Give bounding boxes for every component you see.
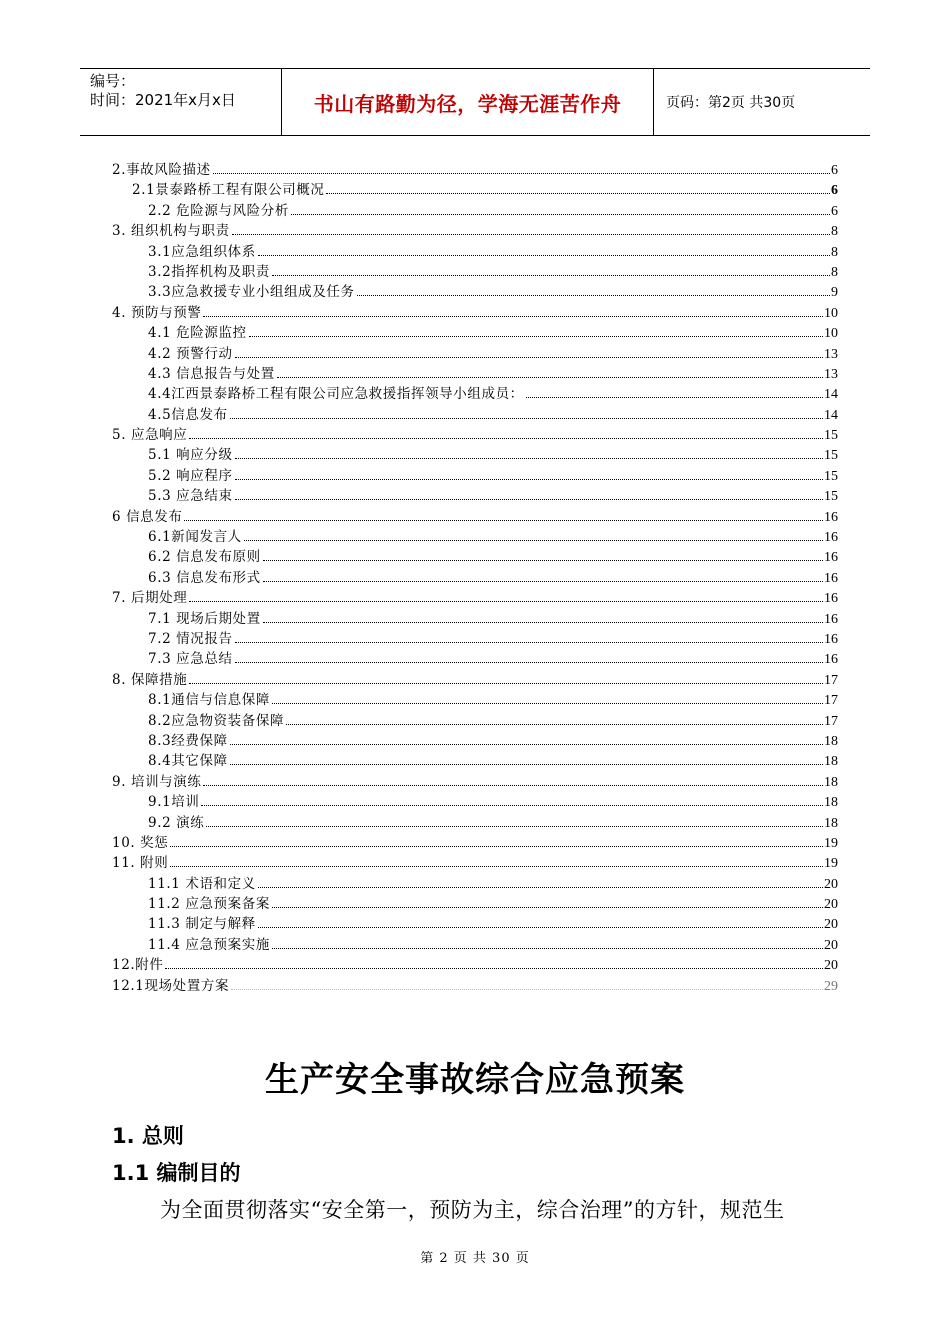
toc-dot-leader bbox=[201, 804, 823, 806]
toc-entry-title: 8.1通信与信息保障 bbox=[148, 692, 270, 709]
toc-entry-page: 10 bbox=[824, 326, 838, 342]
toc-entry-title: 8.4其它保障 bbox=[148, 753, 228, 770]
toc-entry-page: 19 bbox=[824, 856, 838, 872]
toc-entry[interactable] bbox=[112, 974, 838, 994]
toc-entry-title: 6.1新闻发言人 bbox=[148, 529, 242, 546]
toc-entry[interactable] bbox=[112, 301, 838, 321]
toc-entry-title: 4.1 危险源监控 bbox=[148, 325, 247, 342]
toc-entry-title: 3.2指挥机构及职责 bbox=[148, 263, 270, 280]
toc-entry[interactable] bbox=[112, 525, 838, 545]
header-motto: 书山有路勤为径，学海无涯苦作舟 bbox=[282, 69, 654, 135]
toc-dot-leader bbox=[258, 254, 830, 256]
table-of-contents bbox=[112, 158, 838, 994]
toc-entry-title: 4.4江西景泰路桥工程有限公司应急救援指挥领导小组成员： bbox=[148, 386, 524, 403]
toc-entry[interactable] bbox=[112, 484, 838, 504]
toc-dot-leader bbox=[272, 274, 830, 276]
toc-entry-title: 6 信息发布 bbox=[112, 508, 183, 525]
toc-entry-title: 11. 附则 bbox=[112, 855, 169, 872]
toc-entry-page: 13 bbox=[824, 346, 838, 362]
toc-entry-page: 20 bbox=[824, 937, 838, 953]
toc-dot-leader bbox=[203, 784, 823, 786]
toc-entry-title: 9. 培训与演练 bbox=[112, 773, 202, 790]
toc-entry-page: 15 bbox=[824, 428, 838, 444]
toc-entry-title: 8. 保障措施 bbox=[112, 671, 188, 688]
toc-dot-leader bbox=[170, 865, 823, 867]
toc-entry[interactable] bbox=[112, 770, 838, 790]
toc-dot-leader bbox=[213, 172, 830, 174]
toc-entry[interactable] bbox=[112, 607, 838, 627]
toc-entry[interactable] bbox=[112, 566, 838, 586]
toc-entry[interactable] bbox=[112, 872, 838, 892]
toc-dot-leader bbox=[235, 661, 823, 663]
toc-entry[interactable] bbox=[112, 953, 838, 973]
toc-entry-title: 7. 后期处理 bbox=[112, 590, 188, 607]
body-paragraph: 为全面贯彻落实“安全第一，预防为主，综合治理”的方针，规范生 bbox=[160, 1198, 785, 1222]
toc-entry-page: 16 bbox=[824, 530, 838, 546]
toc-entry-title: 11.2 应急预案备案 bbox=[148, 896, 270, 913]
toc-entry-page: 8 bbox=[831, 244, 838, 260]
toc-entry[interactable] bbox=[112, 178, 838, 198]
toc-entry[interactable] bbox=[112, 382, 838, 402]
toc-entry-title: 11.4 应急预案实施 bbox=[148, 936, 270, 953]
toc-entry[interactable] bbox=[112, 851, 838, 871]
page-footer: 第 2 页 共 30 页 bbox=[420, 1251, 530, 1266]
toc-entry-page: 16 bbox=[824, 550, 838, 566]
toc-entry-title: 3. 组织机构与职责 bbox=[112, 223, 230, 240]
toc-entry[interactable] bbox=[112, 260, 838, 280]
toc-entry-page: 18 bbox=[824, 815, 838, 831]
toc-dot-leader bbox=[230, 743, 823, 745]
toc-entry-title: 9.2 演练 bbox=[148, 814, 205, 831]
toc-entry-page: 17 bbox=[824, 672, 838, 688]
toc-entry-title: 6.3 信息发布形式 bbox=[148, 569, 261, 586]
toc-entry-page: 15 bbox=[824, 489, 838, 505]
toc-dot-leader bbox=[249, 335, 823, 337]
toc-dot-leader bbox=[230, 417, 823, 419]
toc-entry-page: 20 bbox=[824, 897, 838, 913]
toc-entry[interactable] bbox=[112, 443, 838, 463]
toc-entry-title: 7.3 应急总结 bbox=[148, 651, 233, 668]
toc-entry[interactable] bbox=[112, 831, 838, 851]
toc-dot-leader bbox=[235, 356, 823, 358]
toc-dot-leader bbox=[272, 702, 823, 704]
toc-entry-title: 11.1 术语和定义 bbox=[148, 875, 256, 892]
toc-dot-leader bbox=[189, 600, 823, 602]
toc-entry[interactable] bbox=[112, 790, 838, 810]
toc-entry-title: 8.2应急物资装备保障 bbox=[148, 712, 285, 729]
toc-entry-title: 4. 预防与预警 bbox=[112, 304, 202, 321]
toc-entry[interactable] bbox=[112, 464, 838, 484]
toc-entry-page: 6 bbox=[831, 203, 838, 219]
toc-entry-page: 18 bbox=[824, 733, 838, 749]
toc-entry[interactable] bbox=[112, 912, 838, 932]
header-page-info: 页码：第2页 共30页 bbox=[666, 95, 796, 111]
toc-entry-title: 5. 应急响应 bbox=[112, 427, 188, 444]
toc-entry-page: 20 bbox=[824, 876, 838, 892]
toc-entry-page: 8 bbox=[831, 224, 838, 240]
subsection-heading: 1.1 编制目的 bbox=[112, 1161, 241, 1185]
toc-entry[interactable] bbox=[112, 709, 838, 729]
toc-entry-title: 9.1培训 bbox=[148, 794, 200, 811]
toc-entry-page: 16 bbox=[824, 611, 838, 627]
toc-entry[interactable] bbox=[112, 647, 838, 667]
toc-dot-leader bbox=[235, 457, 823, 459]
toc-entry-page: 16 bbox=[824, 631, 838, 647]
document-title: 生产安全事故综合应急预案 bbox=[265, 1060, 685, 1100]
toc-dot-leader bbox=[263, 559, 823, 561]
toc-entry[interactable] bbox=[112, 199, 838, 219]
toc-entry-page: 15 bbox=[824, 468, 838, 484]
toc-dot-leader bbox=[235, 478, 823, 480]
toc-entry-page: 8 bbox=[831, 264, 838, 280]
toc-entry-page: 9 bbox=[831, 285, 838, 301]
toc-entry-title: 7.2 情况报告 bbox=[148, 630, 233, 647]
toc-dot-leader bbox=[357, 294, 830, 296]
toc-entry[interactable] bbox=[112, 219, 838, 239]
toc-dot-leader bbox=[203, 315, 823, 317]
toc-entry-page: 19 bbox=[824, 835, 838, 851]
toc-entry-page: 15 bbox=[824, 448, 838, 464]
toc-entry-page: 14 bbox=[824, 387, 838, 403]
toc-entry-page: 20 bbox=[824, 958, 838, 974]
toc-dot-leader bbox=[272, 906, 823, 908]
toc-entry-title: 6.2 信息发布原则 bbox=[148, 549, 261, 566]
toc-entry-title: 10. 奖惩 bbox=[112, 834, 169, 851]
header-number-label: 编号： bbox=[90, 72, 136, 90]
header-meta bbox=[80, 69, 282, 135]
toc-entry-title: 12.附件 bbox=[112, 957, 164, 974]
toc-entry[interactable] bbox=[112, 668, 838, 688]
toc-entry-title: 2.1景泰路桥工程有限公司概况 bbox=[132, 182, 325, 199]
toc-entry[interactable] bbox=[112, 749, 838, 769]
toc-dot-leader bbox=[258, 886, 823, 888]
toc-entry[interactable] bbox=[112, 688, 838, 708]
toc-dot-leader bbox=[244, 539, 823, 541]
toc-dot-leader bbox=[263, 580, 823, 582]
toc-entry-title: 3.3应急救援专业小组组成及任务 bbox=[148, 284, 355, 301]
section-heading: 1. 总则 bbox=[112, 1124, 184, 1148]
toc-entry[interactable] bbox=[112, 423, 838, 443]
toc-entry[interactable] bbox=[112, 362, 838, 382]
toc-dot-leader bbox=[286, 723, 823, 725]
toc-entry-title: 5.3 应急结束 bbox=[148, 488, 233, 505]
header-time-label: 时间：2021年x月x日 bbox=[90, 91, 236, 109]
toc-entry[interactable] bbox=[112, 158, 838, 178]
toc-entry-title: 8.3经费保障 bbox=[148, 732, 228, 749]
toc-dot-leader bbox=[235, 498, 823, 500]
page-header bbox=[80, 68, 870, 136]
toc-dot-leader bbox=[170, 845, 823, 847]
toc-entry[interactable] bbox=[112, 729, 838, 749]
toc-entry[interactable] bbox=[112, 933, 838, 953]
toc-entry-page: 16 bbox=[824, 591, 838, 607]
toc-entry-page: 18 bbox=[824, 774, 838, 790]
toc-entry[interactable] bbox=[112, 811, 838, 831]
toc-entry-page: 6 bbox=[831, 183, 838, 199]
toc-dot-leader bbox=[326, 192, 830, 194]
toc-entry-title: 11.3 制定与解释 bbox=[148, 916, 256, 933]
toc-entry-title: 2.2 危险源与风险分析 bbox=[148, 202, 289, 219]
toc-entry-title: 5.1 响应分级 bbox=[148, 447, 233, 464]
toc-dot-leader bbox=[184, 519, 823, 521]
toc-entry[interactable] bbox=[112, 403, 838, 423]
toc-entry-page: 17 bbox=[824, 713, 838, 729]
toc-entry-title: 2.事故风险描述 bbox=[112, 162, 211, 178]
toc-entry-page: 18 bbox=[824, 754, 838, 770]
toc-entry-page: 6 bbox=[831, 163, 838, 178]
toc-entry-page: 17 bbox=[824, 693, 838, 709]
toc-entry-page: 18 bbox=[824, 795, 838, 811]
toc-dot-leader bbox=[231, 988, 823, 990]
toc-dot-leader bbox=[291, 213, 830, 215]
toc-dot-leader bbox=[230, 763, 823, 765]
toc-dot-leader bbox=[263, 621, 823, 623]
toc-entry-title: 7.1 现场后期处置 bbox=[148, 610, 261, 627]
toc-entry[interactable] bbox=[112, 586, 838, 606]
toc-dot-leader bbox=[189, 682, 823, 684]
toc-entry-title: 4.3 信息报告与处置 bbox=[148, 365, 275, 382]
toc-entry-page: 16 bbox=[824, 570, 838, 586]
toc-dot-leader bbox=[235, 641, 823, 643]
toc-entry-title: 4.5信息发布 bbox=[148, 406, 228, 423]
toc-dot-leader bbox=[526, 396, 823, 398]
toc-entry-title: 12.1现场处置方案 bbox=[112, 977, 230, 994]
toc-entry[interactable] bbox=[112, 321, 838, 341]
toc-entry[interactable] bbox=[112, 240, 838, 260]
toc-dot-leader bbox=[258, 926, 823, 928]
toc-entry[interactable] bbox=[112, 892, 838, 912]
toc-entry[interactable] bbox=[112, 627, 838, 647]
toc-entry-page: 10 bbox=[824, 305, 838, 321]
toc-dot-leader bbox=[277, 376, 823, 378]
toc-entry-page: 16 bbox=[824, 652, 838, 668]
toc-entry-page: 20 bbox=[824, 917, 838, 933]
toc-entry-title: 4.2 预警行动 bbox=[148, 345, 233, 362]
toc-dot-leader bbox=[165, 967, 823, 969]
toc-entry-title: 5.2 响应程序 bbox=[148, 467, 233, 484]
toc-entry-page: 16 bbox=[824, 509, 838, 525]
toc-entry-page: 14 bbox=[824, 407, 838, 423]
toc-entry[interactable] bbox=[112, 280, 838, 300]
toc-dot-leader bbox=[206, 825, 823, 827]
toc-entry-title: 3.1应急组织体系 bbox=[148, 243, 256, 260]
toc-entry[interactable] bbox=[112, 505, 838, 525]
toc-dot-leader bbox=[189, 437, 823, 439]
toc-entry-page: 29 bbox=[824, 978, 838, 994]
toc-dot-leader bbox=[232, 233, 830, 235]
toc-entry[interactable] bbox=[112, 545, 838, 565]
toc-entry-page: 13 bbox=[824, 366, 838, 382]
toc-entry[interactable] bbox=[112, 342, 838, 362]
toc-dot-leader bbox=[272, 947, 823, 949]
